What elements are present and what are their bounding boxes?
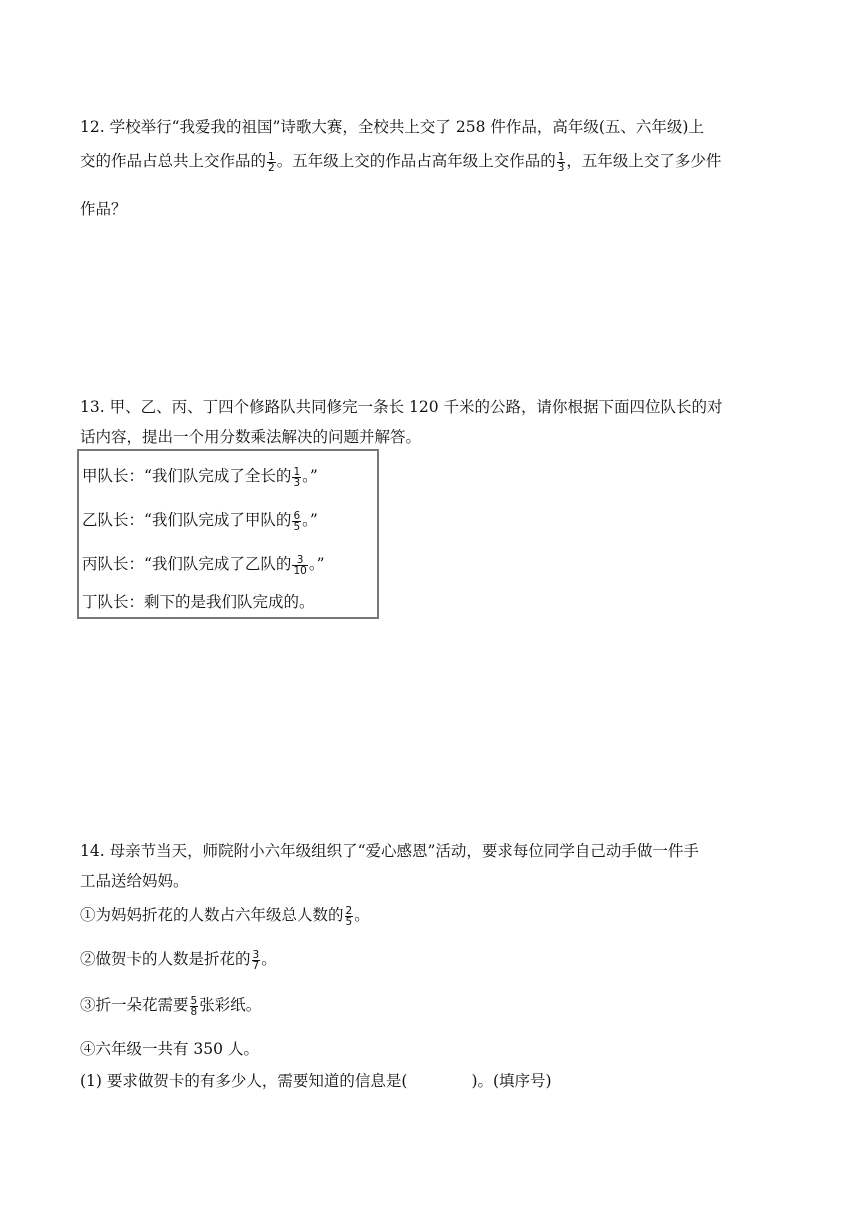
q14-item-3-end: 张彩纸。: [199, 996, 262, 1014]
q13-line-1: 13. 甲、乙、丙、丁四个修路队共同修完一条长 120 千米的公路，请你根据下面四位队长的对: [80, 398, 723, 416]
q14-item-3: [80, 992, 261, 1018]
captain-bing-line: [82, 551, 325, 577]
q14-item-1-end: 。: [354, 906, 370, 924]
q14-item-1-text: ①为妈妈折花的人数占六年级总人数的: [80, 906, 344, 924]
q12-fraction-2: [557, 152, 566, 173]
q14-item-3-numerator: 5: [190, 994, 198, 1007]
q14-sub1-end: )。(填序号): [471, 1072, 552, 1090]
q14-item-1-fraction: [345, 906, 354, 927]
captain-bing-fraction: [292, 555, 307, 576]
captain-jia-numerator: 1: [293, 465, 301, 478]
q12-text-b: 。五年级上交的作品占高年级上交作品的: [276, 152, 556, 170]
captain-jia-end: 。”: [302, 467, 318, 485]
q14-line-1: 14. 母亲节当天，师院附小六年级组织了“爱心感恩”活动，要求每位同学自己动手做一件手: [80, 842, 699, 860]
captain-ding-line: 丁队长：剩下的是我们队完成的。: [82, 593, 315, 611]
q14-line-2: 工品送给妈妈。: [80, 872, 189, 890]
captain-yi-end: 。”: [302, 511, 318, 529]
q12-line-3: 作品？: [80, 200, 127, 218]
q12-frac2-denominator: 3: [557, 161, 565, 174]
captain-yi-numerator: 6: [293, 509, 301, 522]
captain-bing-numerator: 3: [292, 555, 307, 566]
q12-frac2-numerator: 1: [557, 150, 565, 163]
q13-line-2: 话内容，提出一个用分数乘法解决的问题并解答。: [80, 428, 422, 446]
captain-yi-fraction: [292, 511, 301, 532]
q14-item-3-fraction: [190, 996, 199, 1017]
captain-yi-text: 乙队长：“我们队完成了甲队的: [82, 511, 292, 529]
q12-text-a: 交的作品占总共上交作品的: [80, 152, 267, 170]
captain-dialogue-box: [77, 449, 379, 619]
q12-line-2: [80, 148, 721, 174]
q14-sub-question-1: [80, 1068, 552, 1094]
q14-item-2-text: ②做贺卡的人数是折花的: [80, 950, 251, 968]
q14-item-1-numerator: 2: [345, 904, 353, 917]
q14-item-2: [80, 946, 277, 972]
captain-yi-line: [82, 507, 318, 533]
q14-item-3-denominator: 8: [190, 1005, 198, 1018]
captain-jia-text: 甲队长：“我们队完成了全长的: [82, 467, 292, 485]
captain-bing-denominator: 10: [293, 564, 307, 577]
q12-line-1: 12. 学校举行“我爱我的祖国”诗歌大赛，全校共上交了 258 件作品，高年级(五、六年级)上: [80, 118, 704, 136]
captain-bing-end: 。”: [308, 555, 325, 573]
q12-frac1-numerator: 1: [268, 150, 275, 163]
q14-item-1: [80, 902, 370, 928]
q14-item-3-text: ③折一朵花需要: [80, 996, 189, 1014]
q14-item-4: ④六年级一共有 350 人。: [80, 1040, 259, 1058]
q14-item-2-denominator: 7: [252, 959, 260, 972]
captain-bing-text: 丙队长：“我们队完成了乙队的: [82, 555, 292, 573]
q14-item-1-denominator: 5: [345, 915, 353, 928]
q14-item-2-end: 。: [261, 950, 277, 968]
q12-fraction-1: [267, 152, 276, 173]
captain-yi-denominator: 5: [293, 520, 301, 533]
captain-jia-denominator: 3: [293, 476, 301, 489]
q12-frac1-denominator: 2: [268, 161, 275, 174]
q14-sub1-text: (1) 要求做贺卡的有多少人，需要知道的信息是(: [80, 1072, 408, 1090]
q12-text-c: ，五年级上交了多少件: [566, 152, 722, 170]
q14-item-2-numerator: 3: [252, 948, 260, 961]
captain-jia-fraction: [292, 467, 301, 488]
captain-jia-line: [82, 463, 318, 489]
q14-item-2-fraction: [252, 950, 261, 971]
